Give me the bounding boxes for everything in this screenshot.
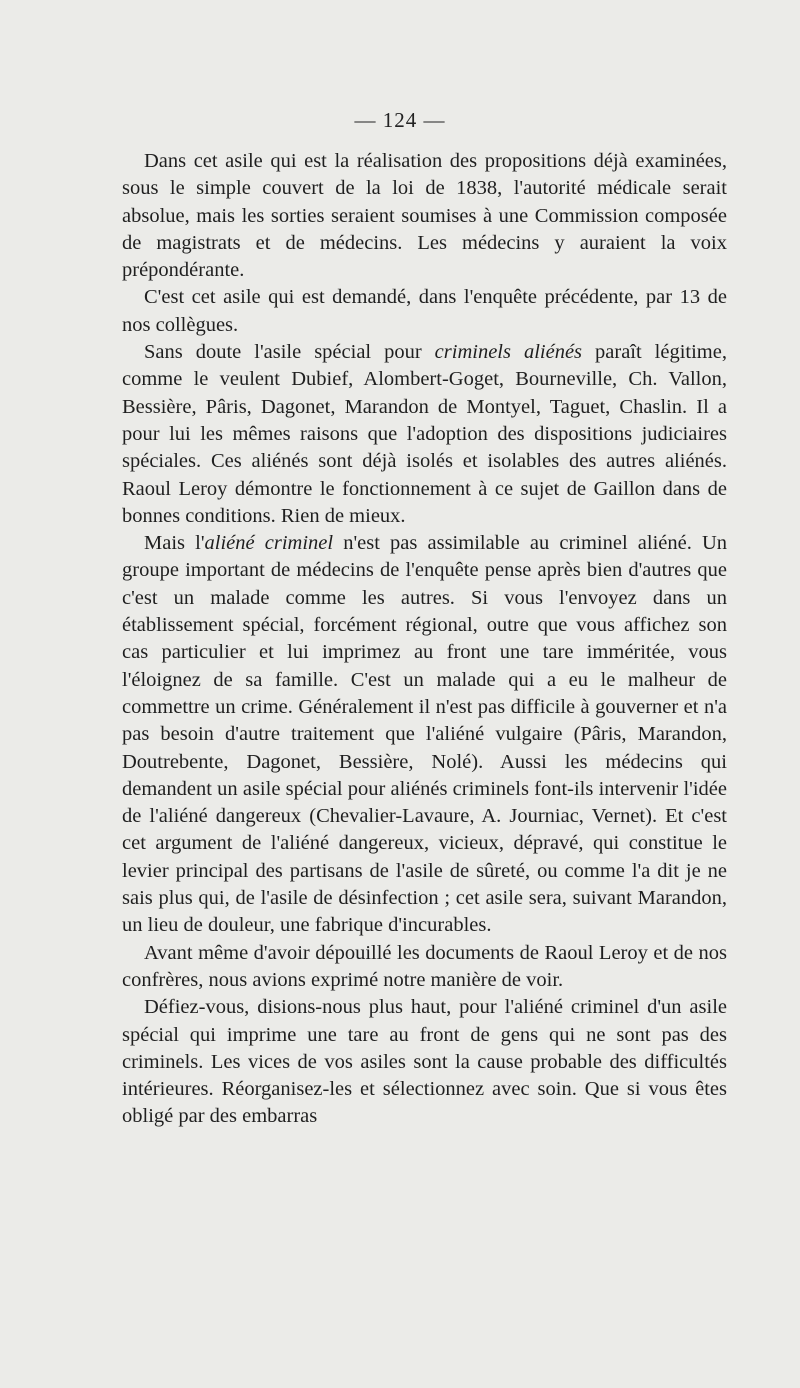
paragraph-3 (122, 339, 727, 530)
paragraph-2: C'est cet asile qui est demandé, dans l'enquête précédente, par 13 de nos collègues. (122, 286, 727, 336)
paragraph-4-before: Mais l' (144, 532, 205, 555)
body-text (122, 148, 727, 1131)
paragraph-4 (122, 530, 727, 939)
paragraph-4-emphasis: aliéné criminel (204, 532, 334, 555)
paragraph-3-before: Sans doute l'asile spécial pour (144, 341, 435, 364)
paragraph-1: Dans cet asile qui est la réalisation des propositions déjà examinées, sous le simple couvert de la loi de 1838, l'autorité médicale serait absolue, mais les sorties seraient soumises à une Commission composée de magistrats et de médecins. Les médecins y auraient la voix prépondérante. (122, 150, 727, 282)
paragraph-3-after: paraît légitime, comme le veulent Dubief, Alombert-Goget, Bourneville, Ch. Vallon, Bessière, Pâris, Dagonet, Marandon de Montyel, Taguet, Chaslin. Il a pour lui les mêmes raisons que l'adoption des dispositions judiciaires spéciales. Ces aliénés sont déjà isolés et isolables des autres aliénés. Raoul Leroy démontre le fonctionnement à ce sujet de Gaillon dans de bonnes conditions. Rien de mieux. (122, 341, 727, 527)
paragraph-3-emphasis: criminels aliénés (434, 341, 583, 364)
paragraph-5: Avant même d'avoir dépouillé les documents de Raoul Leroy et de nos confrères, nous avions exprimé notre manière de voir. (122, 941, 727, 991)
page-number: — 124 — (354, 108, 446, 132)
paragraph-4-after: n'est pas assimilable au criminel aliéné. Un groupe important de médecins de l'enquête pense après bien d'autres que c'est un malade comme les autres. Si vous l'envoyez dans un établissement spécial, forcément régional, outre que vous affichez son cas particulier et lui imprimez au front une tare imméritée, vous l'éloignez de sa famille. C'est un malade qui a eu le malheur de commettre un crime. Généralement il n'est pas difficile à gouverner et n'a pas besoin d'autre traitement que l'aliéné vulgaire (Pâris, Marandon, Doutrebente, Dagonet, Bessière, Nolé). Aussi les médecins qui demandent un asile spécial pour aliénés criminels font-ils intervenir l'idée de l'aliéné dangereux (Chevalier-Lavaure, A. Journiac, Vernet). Et c'est cet argument de l'aliéné dangereux, vicieux, dépravé, qui constitue le levier principal des partisans de l'asile de sûreté, ou comme l'a dit je ne sais plus qui, de l'asile de désinfection ; cet asile sera, suivant Marandon, un lieu de douleur, une fabrique d'incurables. (122, 532, 728, 937)
paragraph-6: Défiez-vous, disions-nous plus haut, pour l'aliéné criminel d'un asile spécial qui imprime une tare au front de gens qui ne sont pas des criminels. Les vices de vos asiles sont la cause probable des difficultés intérieures. Réorganisez-les et sélectionnez avec soin. Que si vous êtes obligé par des embarras (122, 996, 727, 1128)
